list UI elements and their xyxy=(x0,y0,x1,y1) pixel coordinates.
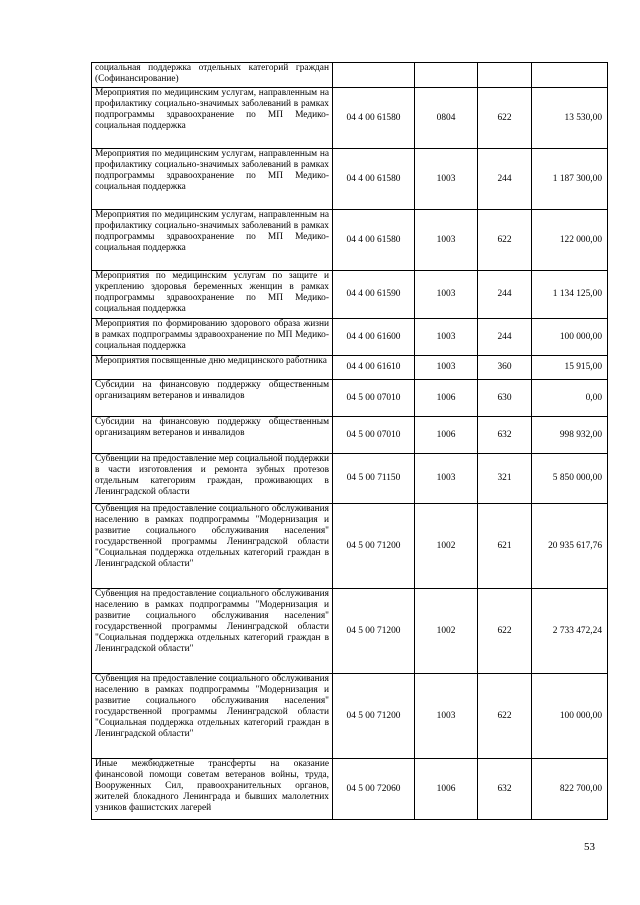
table-row xyxy=(92,589,608,674)
amount: 998 932,00 xyxy=(532,417,608,454)
target-article-code: 04 5 00 72060 xyxy=(333,759,415,820)
section-code: 1006 xyxy=(415,380,478,417)
expense-type-code: 622 xyxy=(478,589,532,674)
section-code: 1003 xyxy=(415,319,478,356)
amount xyxy=(532,63,608,88)
section-code: 1006 xyxy=(415,417,478,454)
target-article-code: 04 5 00 71200 xyxy=(333,589,415,674)
row-description: Мероприятия по медицинским услугам по защите и укреплению здоровья беременных женщин в рамках подпрограммы здравоохранение по МП Медико-социальная поддержка xyxy=(92,271,333,319)
row-description: Субсидии на финансовую поддержку общественным организациям ветеранов и инвалидов xyxy=(92,380,333,417)
table-row xyxy=(92,271,608,319)
target-article-code: 04 5 00 07010 xyxy=(333,417,415,454)
expense-type-code: 622 xyxy=(478,210,532,271)
row-description: Мероприятия по медицинским услугам, направленным на профилактику социально-значимых заболеваний в рамках подпрограммы здравоохранение по МП Медико-социальная поддержка xyxy=(92,149,333,210)
row-description: Мероприятия по формированию здорового образа жизни в рамках подпрограммы здравоохранение по МП Медико-социальная поддержка xyxy=(92,319,333,356)
target-article-code: 04 4 00 61580 xyxy=(333,88,415,149)
budget-table xyxy=(91,62,608,820)
expense-type-code: 622 xyxy=(478,674,532,759)
table-row xyxy=(92,454,608,504)
target-article-code: 04 4 00 61600 xyxy=(333,319,415,356)
expense-type-code: 621 xyxy=(478,504,532,589)
row-description: социальная поддержка отдельных категорий граждан (Софинансирование) xyxy=(92,63,333,88)
table-row xyxy=(92,63,608,88)
row-description: Субсидии на финансовую поддержку общественным организациям ветеранов и инвалидов xyxy=(92,417,333,454)
target-article-code: 04 5 00 71200 xyxy=(333,504,415,589)
row-description: Мероприятия по медицинским услугам, направленным на профилактику социально-значимых заболеваний в рамках подпрограммы здравоохранение по МП Медико-социальная поддержка xyxy=(92,210,333,271)
amount: 822 700,00 xyxy=(532,759,608,820)
target-article-code: 04 4 00 61610 xyxy=(333,356,415,380)
amount: 1 134 125,00 xyxy=(532,271,608,319)
row-description: Мероприятия по медицинским услугам, направленным на профилактику социально-значимых заболеваний в рамках подпрограммы здравоохранение по МП Медико-социальная поддержка xyxy=(92,88,333,149)
section-code: 1003 xyxy=(415,674,478,759)
section-code: 1003 xyxy=(415,149,478,210)
amount: 2 733 472,24 xyxy=(532,589,608,674)
target-article-code: 04 4 00 61590 xyxy=(333,271,415,319)
table-row xyxy=(92,88,608,149)
target-article-code: 04 5 00 07010 xyxy=(333,380,415,417)
section-code: 1003 xyxy=(415,454,478,504)
section-code: 1003 xyxy=(415,271,478,319)
target-article-code: 04 4 00 61580 xyxy=(333,210,415,271)
amount: 13 530,00 xyxy=(532,88,608,149)
amount: 122 000,00 xyxy=(532,210,608,271)
table-row xyxy=(92,674,608,759)
row-description: Субвенция на предоставление социального обслуживания населению в рамках подпрограммы "Модернизация и развитие социального обслуживания населения" государственной программы Ленинградской области "Социальная поддержка отдельных категорий граждан в Ленинградской области" xyxy=(92,589,333,674)
expense-type-code: 244 xyxy=(478,149,532,210)
amount: 15 915,00 xyxy=(532,356,608,380)
amount: 1 187 300,00 xyxy=(532,149,608,210)
target-article-code: 04 5 00 71200 xyxy=(333,674,415,759)
table-row xyxy=(92,417,608,454)
amount: 100 000,00 xyxy=(532,674,608,759)
section-code: 1002 xyxy=(415,589,478,674)
expense-type-code: 630 xyxy=(478,380,532,417)
table-row xyxy=(92,380,608,417)
expense-type-code: 622 xyxy=(478,88,532,149)
expense-type-code xyxy=(478,63,532,88)
row-description: Иные межбюджетные трансферты на оказание финансовой помощи советам ветеранов войны, труда, Вооруженных Сил, правоохранительных органов, жителей блокадного Ленинграда и бывших малолетних узников фашистских лагерей xyxy=(92,759,333,820)
expense-type-code: 632 xyxy=(478,417,532,454)
table-row xyxy=(92,319,608,356)
table-row xyxy=(92,210,608,271)
target-article-code xyxy=(333,63,415,88)
target-article-code: 04 5 00 71150 xyxy=(333,454,415,504)
expense-type-code: 632 xyxy=(478,759,532,820)
expense-type-code: 360 xyxy=(478,356,532,380)
row-description: Мероприятия посвященные дню медицинского работника xyxy=(92,356,333,380)
row-description: Субвенции на предоставление мер социальной поддержки в части изготовления и ремонта зубных протезов отдельным категориям граждан, проживающих в Ленинградской области xyxy=(92,454,333,504)
section-code: 0804 xyxy=(415,88,478,149)
amount: 0,00 xyxy=(532,380,608,417)
amount: 100 000,00 xyxy=(532,319,608,356)
expense-type-code: 321 xyxy=(478,454,532,504)
table-row xyxy=(92,356,608,380)
expense-type-code: 244 xyxy=(478,319,532,356)
section-code: 1003 xyxy=(415,210,478,271)
amount: 5 850 000,00 xyxy=(532,454,608,504)
table-row xyxy=(92,504,608,589)
row-description: Субвенция на предоставление социального обслуживания населению в рамках подпрограммы "Модернизация и развитие социального обслуживания населения" государственной программы Ленинградской области "Социальная поддержка отдельных категорий граждан в Ленинградской области" xyxy=(92,674,333,759)
target-article-code: 04 4 00 61580 xyxy=(333,149,415,210)
section-code: 1003 xyxy=(415,356,478,380)
amount: 20 935 617,76 xyxy=(532,504,608,589)
table-row xyxy=(92,759,608,820)
section-code: 1002 xyxy=(415,504,478,589)
section-code: 1006 xyxy=(415,759,478,820)
section-code xyxy=(415,63,478,88)
row-description: Субвенция на предоставление социального обслуживания населению в рамках подпрограммы "Модернизация и развитие социального обслуживания населения" государственной программы Ленинградской области "Социальная поддержка отдельных категорий граждан в Ленинградской области" xyxy=(92,504,333,589)
expense-type-code: 244 xyxy=(478,271,532,319)
table-row xyxy=(92,149,608,210)
page-number: 53 xyxy=(584,841,595,853)
